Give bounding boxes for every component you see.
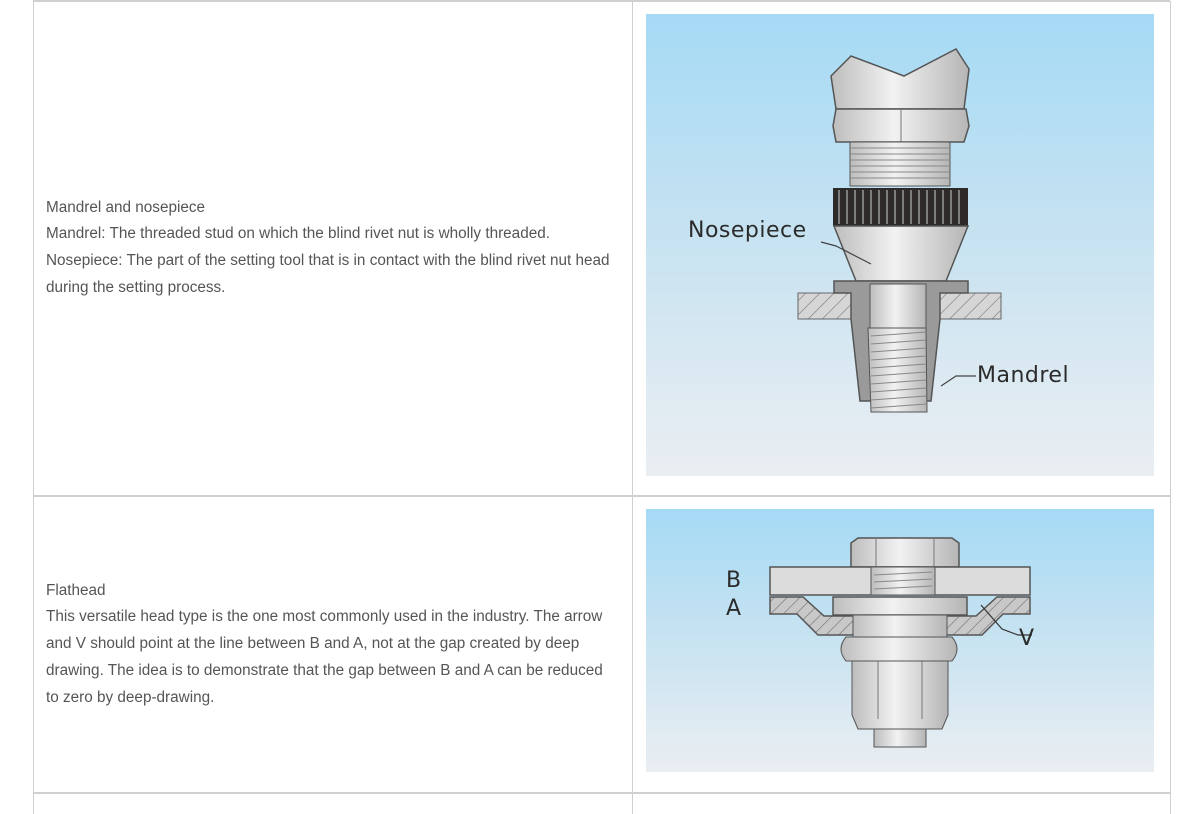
- image-cell: [633, 794, 1170, 814]
- v-label: V: [1019, 626, 1035, 651]
- description-block: [46, 578, 618, 712]
- row-title: Flathead: [46, 581, 106, 599]
- row-paragraph: Nosepiece: The part of the setting tool that is in contact with the blind rivet nut head during the setting process.: [46, 252, 610, 296]
- table-row: [34, 794, 1170, 814]
- sheet-b-label: B: [726, 568, 742, 593]
- table-row: [34, 1, 1170, 497]
- flathead-illustration: [646, 509, 1154, 772]
- mandrel-nosepiece-illustration: [646, 14, 1154, 476]
- row-paragraph: This versatile head type is the one most commonly used in the industry. The arrow and V should point at the line between B and A, not at the gap created by deep drawing. The idea is to demonstrate that the gap between B and A can be reduced to zero by deep-drawing.: [46, 608, 603, 706]
- table-row: [34, 497, 1170, 794]
- description-block: [46, 195, 618, 302]
- mandrel-label: Mandrel: [977, 363, 1070, 388]
- text-cell: [34, 497, 633, 792]
- content-table: [33, 1, 1171, 814]
- image-cell: [633, 1, 1170, 495]
- row-title: Mandrel and nosepiece: [46, 198, 206, 216]
- text-cell: [34, 794, 633, 814]
- flathead-rivet-drawing: [646, 509, 1154, 772]
- row-paragraph: Mandrel: The threaded stud on which the blind rivet nut is wholly threaded.: [46, 225, 550, 243]
- sheet-a-label: A: [726, 596, 742, 621]
- rivet-tool-drawing: [646, 14, 1154, 476]
- text-cell: [34, 1, 633, 495]
- image-cell: [633, 497, 1170, 792]
- nosepiece-label: Nosepiece: [688, 218, 807, 243]
